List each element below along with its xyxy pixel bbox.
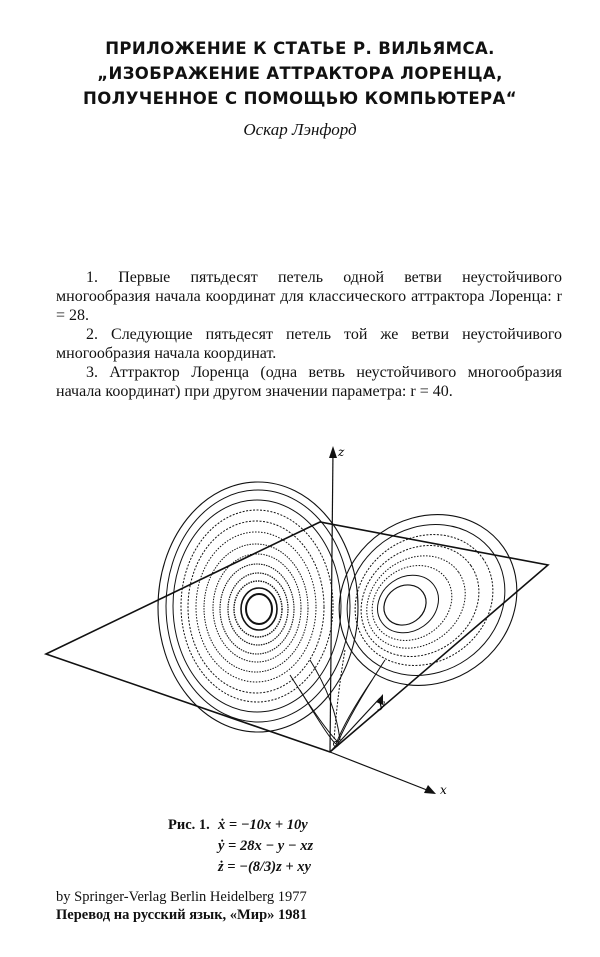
x-arrow [424,785,436,794]
lorenz-attractor-figure [0,440,600,810]
x-axis [330,752,432,792]
right-wing [306,480,551,720]
title-line-3: ПОЛУЧЕННОЕ С ПОМОЩЬЮ КОМПЬЮТЕРА“ [83,89,517,108]
copyright-line-2: Перевод на русский язык, «Мир» 1981 [56,907,308,923]
copyright-line-1: by Springer-Verlag Berlin Heidelberg 1977 [56,889,307,905]
equation-y: ẏ = 28x − y − xz [218,838,314,854]
caption-label: Рис. 1. [168,817,210,833]
list-item-3: 3. Аттрактор Лоренца (одна ветвь неустойчивого многообразия начала координат) при другом значении параметра: r = 40. [56,364,562,400]
list-item-2: 2. Следующие пятьдесят петель той же ветви неустойчивого многообразия начала координат. [56,326,562,362]
z-arrow [329,446,337,458]
x-axis-label: x [440,783,447,797]
equation-x: ẋ = −10x + 10y [218,817,308,833]
title-line-1: ПРИЛОЖЕНИЕ К СТАТЬЕ Р. ВИЛЬЯМСА. [105,39,495,58]
z-axis-label: z [338,445,345,459]
article-title [40,36,560,111]
copyright-footer [56,888,307,924]
author: Оскар Лэнфорд [243,120,357,139]
list-item-1: 1. Первые пятьдесят петель одной ветви неустойчивого многообразия начала координат для классического аттрактора Лоренца: r = 28. [56,269,562,324]
projection-plane [46,522,548,752]
y-axis-label: y [378,697,385,711]
figure-caption [168,815,313,878]
title-line-2: „ИЗОБРАЖЕНИЕ АТТРАКТОРА ЛОРЕНЦА, [97,64,503,83]
equation-z: ż = −(8/3)z + xy [218,859,311,875]
item-list [56,268,562,401]
